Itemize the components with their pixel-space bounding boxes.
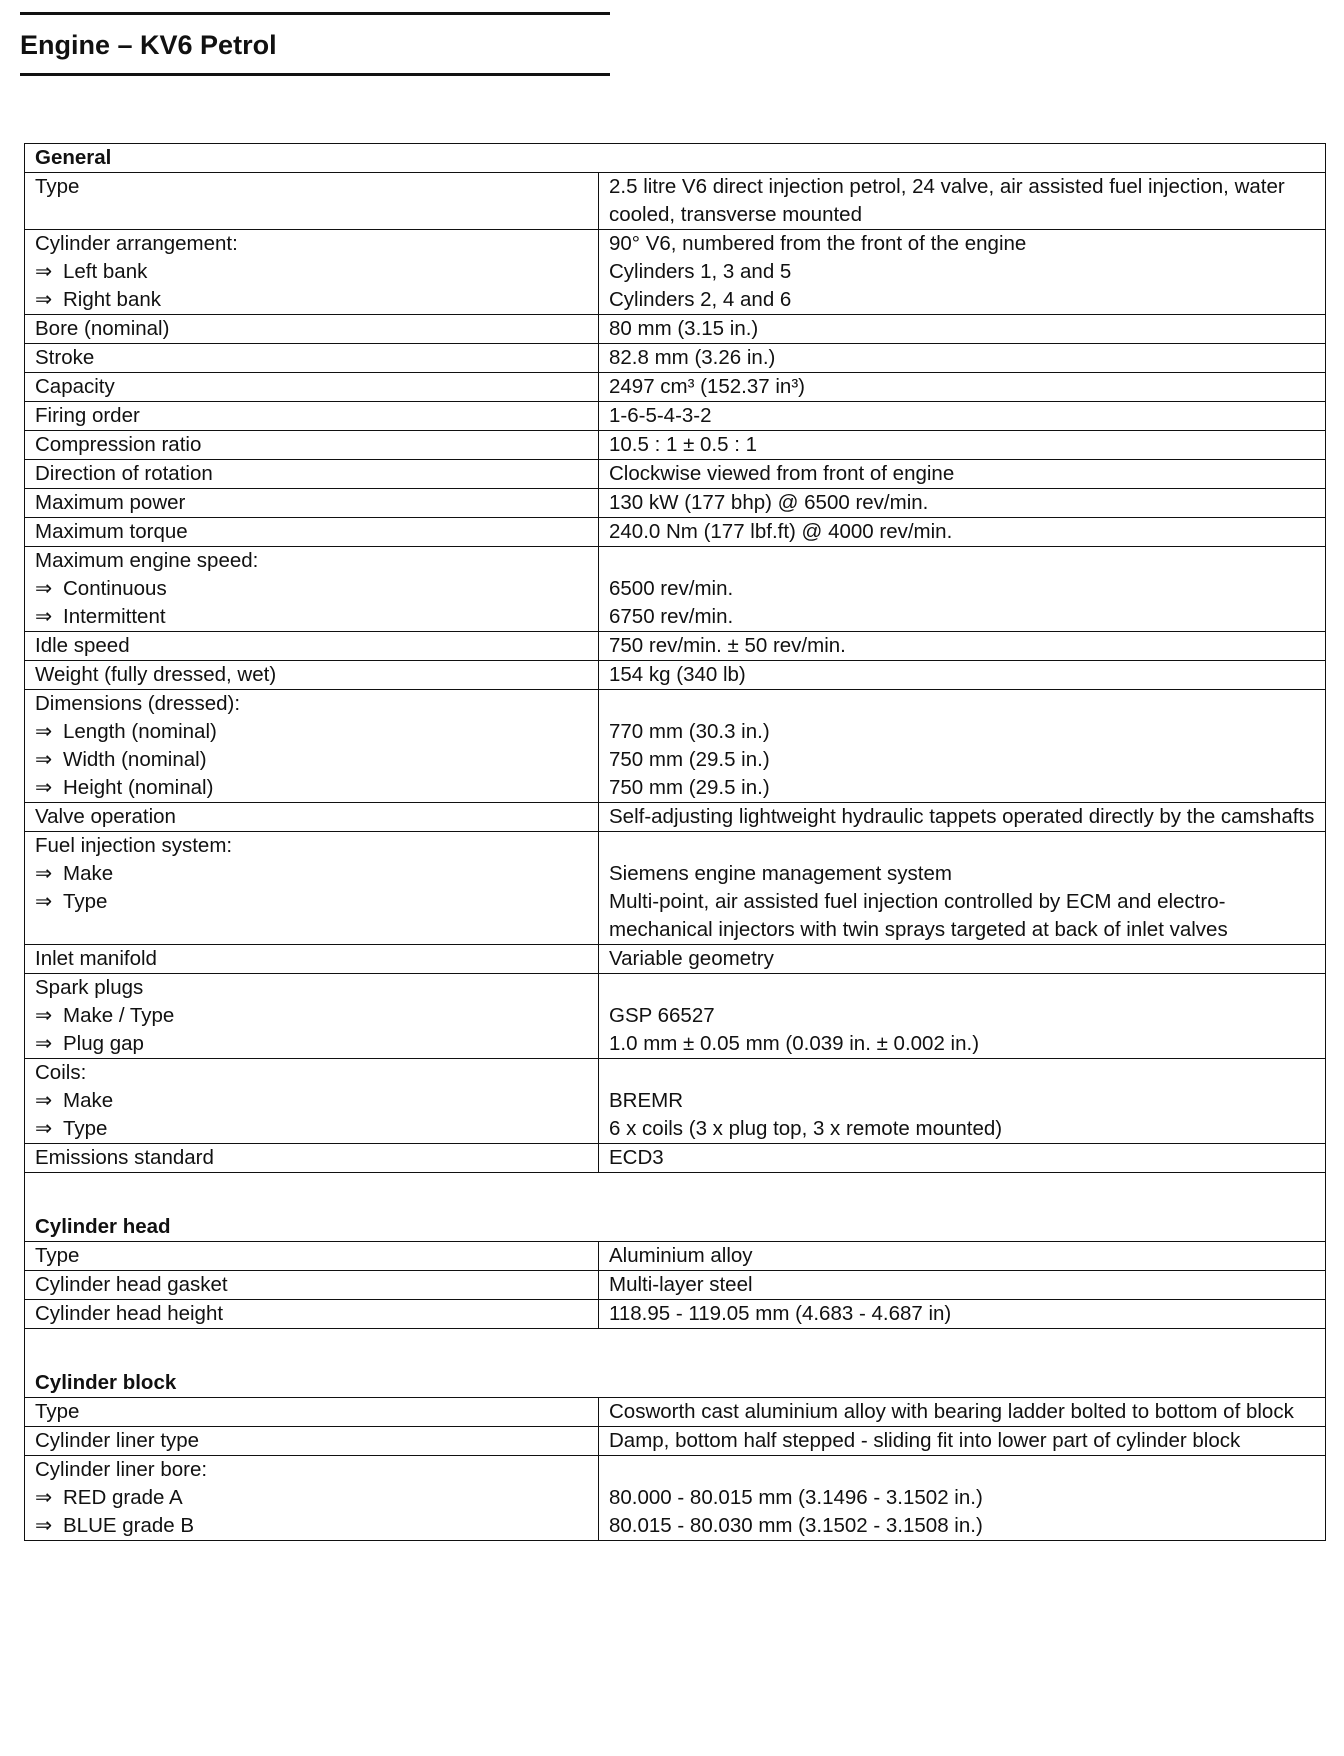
spec-value: Self-adjusting lightweight hydraulic tappets operated directly by the camshafts [599, 803, 1326, 832]
spec-value: Cosworth cast aluminium alloy with bearing ladder bolted to bottom of block [599, 1398, 1326, 1427]
spec-table [24, 143, 1326, 1541]
table-row [25, 489, 1326, 518]
spec-label: Idle speed [25, 632, 599, 661]
arrow-icon: ⇒ [35, 605, 53, 628]
arrow-icon: ⇒ [35, 1514, 53, 1537]
table-row [25, 1456, 1326, 1541]
spec-value: 770 mm (30.3 in.) 750 mm (29.5 in.) 750 mm (29.5 in.) [599, 690, 1326, 803]
spec-label: Coils: ⇒ Make ⇒ Type [25, 1059, 599, 1144]
spec-label: Capacity [25, 373, 599, 402]
spec-value: Aluminium alloy [599, 1242, 1326, 1271]
section-header-cylinder-head [25, 1213, 1326, 1242]
page-title: Engine – KV6 Petrol [20, 30, 277, 60]
spec-label: Direction of rotation [25, 460, 599, 489]
spec-value: 750 rev/min. ± 50 rev/min. [599, 632, 1326, 661]
table-row [25, 1398, 1326, 1427]
table-row [25, 230, 1326, 315]
spec-label: Dimensions (dressed): ⇒ Length (nominal) ⇒ Width (nominal) ⇒ Height (nominal) [25, 690, 599, 803]
spec-label: Weight (fully dressed, wet) [25, 661, 599, 690]
spec-value: 10.5 : 1 ± 0.5 : 1 [599, 431, 1326, 460]
spec-value: 80.000 - 80.015 mm (3.1496 - 3.1502 in.) 80.015 - 80.030 mm (3.1502 - 3.1508 in.) [599, 1456, 1326, 1541]
table-row [25, 1242, 1326, 1271]
arrow-icon: ⇒ [35, 862, 53, 885]
section-gap [25, 1173, 1326, 1214]
section-gap [25, 1329, 1326, 1370]
table-row [25, 402, 1326, 431]
table-row [25, 974, 1326, 1059]
spec-label: Type [25, 1398, 599, 1427]
spec-label: Maximum power [25, 489, 599, 518]
spec-value: 2.5 litre V6 direct injection petrol, 24 valve, air assisted fuel injection, water cooled, transverse mounted [599, 173, 1326, 230]
section-title: Cylinder head [25, 1213, 1326, 1242]
arrow-icon: ⇒ [35, 748, 53, 771]
arrow-icon: ⇒ [35, 1004, 53, 1027]
arrow-icon: ⇒ [35, 1117, 53, 1140]
spec-value: 2497 cm³ (152.37 in³) [599, 373, 1326, 402]
spec-label: Fuel injection system: ⇒ Make ⇒ Type [25, 832, 599, 945]
spec-label: Valve operation [25, 803, 599, 832]
spec-value: ECD3 [599, 1144, 1326, 1173]
spec-value: 130 kW (177 bhp) @ 6500 rev/min. [599, 489, 1326, 518]
table-row [25, 1144, 1326, 1173]
spec-label: Maximum engine speed: ⇒ Continuous ⇒ Intermittent [25, 547, 599, 632]
spec-value: 82.8 mm (3.26 in.) [599, 344, 1326, 373]
spec-value: BREMR 6 x coils (3 x plug top, 3 x remote mounted) [599, 1059, 1326, 1144]
table-row [25, 173, 1326, 230]
spec-label: Cylinder head height [25, 1300, 599, 1329]
section-title: Cylinder block [25, 1369, 1326, 1398]
spec-label: Type [25, 1242, 599, 1271]
spec-value: Multi-layer steel [599, 1271, 1326, 1300]
spec-value: 90° V6, numbered from the front of the engine Cylinders 1, 3 and 5 Cylinders 2, 4 and 6 [599, 230, 1326, 315]
spec-label: Cylinder liner bore: ⇒ RED grade A ⇒ BLUE grade B [25, 1456, 599, 1541]
arrow-icon: ⇒ [35, 1486, 53, 1509]
table-row [25, 690, 1326, 803]
table-row [25, 547, 1326, 632]
spec-label: Type [25, 173, 599, 230]
spec-label: Stroke [25, 344, 599, 373]
spec-value: GSP 66527 1.0 mm ± 0.05 mm (0.039 in. ± 0.002 in.) [599, 974, 1326, 1059]
spec-label: Compression ratio [25, 431, 599, 460]
table-row [25, 832, 1326, 945]
spec-label: Cylinder arrangement: ⇒ Left bank ⇒ Right bank [25, 230, 599, 315]
table-row [25, 1427, 1326, 1456]
spec-label: Maximum torque [25, 518, 599, 547]
table-row [25, 1300, 1326, 1329]
table-row [25, 1271, 1326, 1300]
arrow-icon: ⇒ [35, 720, 53, 743]
spec-label: Spark plugs ⇒ Make / Type ⇒ Plug gap [25, 974, 599, 1059]
arrow-icon: ⇒ [35, 577, 53, 600]
table-row [25, 661, 1326, 690]
arrow-icon: ⇒ [35, 1032, 53, 1055]
spec-label: Bore (nominal) [25, 315, 599, 344]
table-row [25, 460, 1326, 489]
table-row [25, 344, 1326, 373]
spec-value: Clockwise viewed from front of engine [599, 460, 1326, 489]
spec-value: 1-6-5-4-3-2 [599, 402, 1326, 431]
spec-label: Inlet manifold [25, 945, 599, 974]
arrow-icon: ⇒ [35, 1089, 53, 1112]
table-row [25, 945, 1326, 974]
table-row [25, 803, 1326, 832]
title-rule-bottom [20, 73, 610, 76]
spec-value: 80 mm (3.15 in.) [599, 315, 1326, 344]
table-row [25, 1059, 1326, 1144]
table-row [25, 315, 1326, 344]
arrow-icon: ⇒ [35, 890, 53, 913]
spec-value: Variable geometry [599, 945, 1326, 974]
table-row [25, 373, 1326, 402]
arrow-icon: ⇒ [35, 288, 53, 311]
spec-label: Emissions standard [25, 1144, 599, 1173]
spec-label: Firing order [25, 402, 599, 431]
spec-value: 240.0 Nm (177 lbf.ft) @ 4000 rev/min. [599, 518, 1326, 547]
spec-value: Siemens engine management system Multi-point, air assisted fuel injection controlled by ECM and electro-mechanical injectors with twin sprays targeted at back of inlet valves [599, 832, 1326, 945]
spec-label: Cylinder head gasket [25, 1271, 599, 1300]
arrow-icon: ⇒ [35, 776, 53, 799]
title-block [20, 12, 610, 76]
spec-value: 6500 rev/min. 6750 rev/min. [599, 547, 1326, 632]
table-row [25, 431, 1326, 460]
section-header-general [25, 144, 1326, 173]
table-row [25, 632, 1326, 661]
spec-value: 118.95 - 119.05 mm (4.683 - 4.687 in) [599, 1300, 1326, 1329]
spec-label: Cylinder liner type [25, 1427, 599, 1456]
arrow-icon: ⇒ [35, 260, 53, 283]
section-title: General [25, 144, 1326, 173]
spec-value: Damp, bottom half stepped - sliding fit into lower part of cylinder block [599, 1427, 1326, 1456]
section-header-cylinder-block [25, 1369, 1326, 1398]
table-row [25, 518, 1326, 547]
spec-value: 154 kg (340 lb) [599, 661, 1326, 690]
